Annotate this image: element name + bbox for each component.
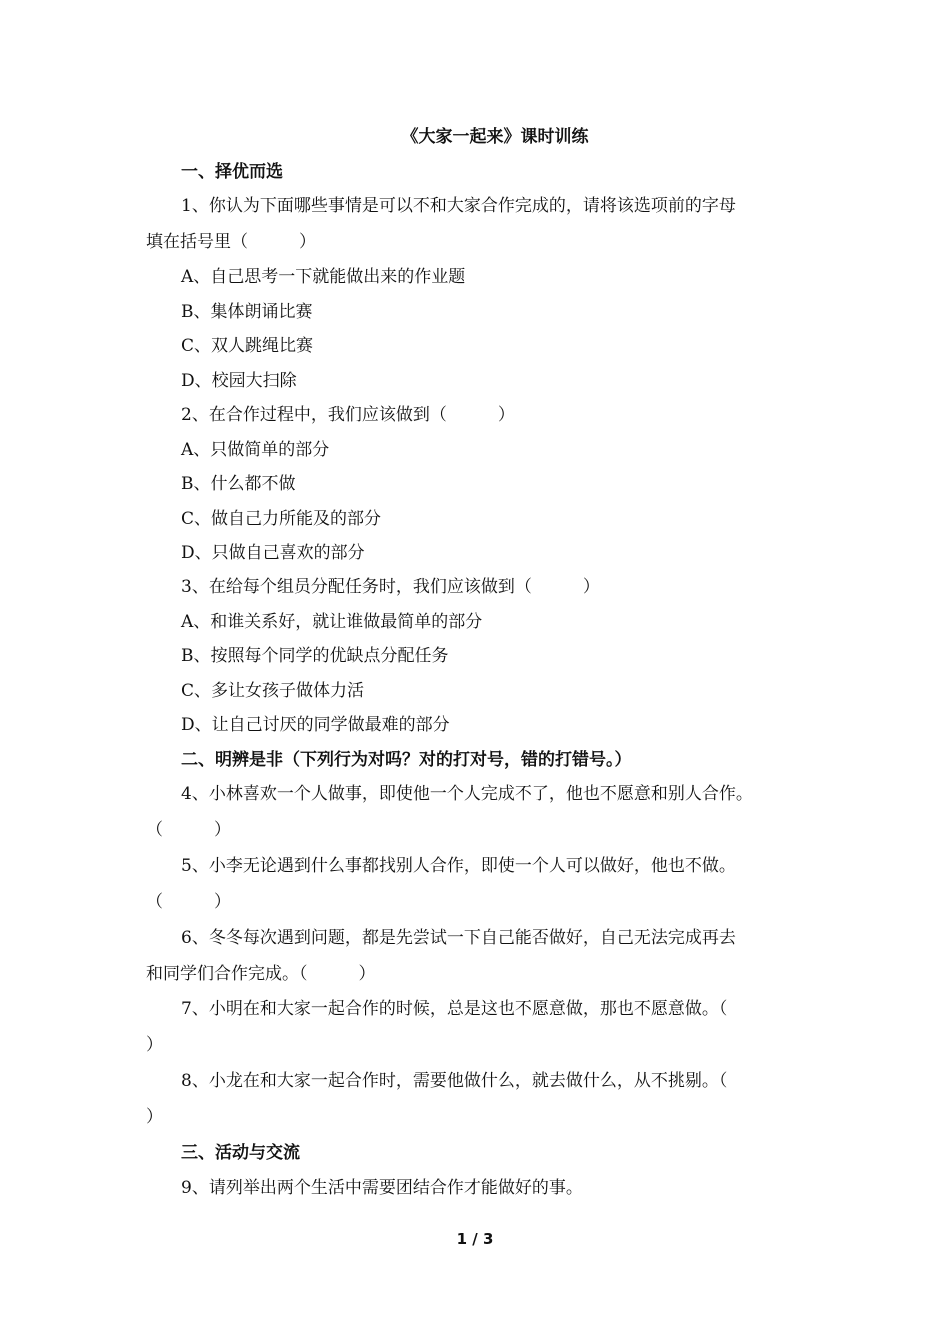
question-2-option-c: C、做自己力所能及的部分 xyxy=(181,509,382,529)
question-1-option-a: A、自己思考一下就能做出来的作业题 xyxy=(181,267,466,287)
question-2-text: 2、在合作过程中，我们应该做到（ ） xyxy=(181,405,515,425)
question-5-line1: 5、小李无论遇到什么事都找别人合作，即使一个人可以做好，他也不做。 xyxy=(181,856,736,876)
section1-heading: 一、择优而选 xyxy=(181,162,283,182)
question-4-line2: （ ） xyxy=(146,820,231,840)
question-3-option-a: A、和谁关系好，就让谁做最简单的部分 xyxy=(181,612,483,632)
question-7-line1: 7、小明在和大家一起合作的时候，总是这也不愿意做，那也不愿意做。（ xyxy=(181,999,728,1019)
question-2-option-d: D、只做自己喜欢的部分 xyxy=(181,543,365,563)
question-3-option-b: B、按照每个同学的优缺点分配任务 xyxy=(181,646,449,666)
question-3-option-c: C、多让女孩子做体力活 xyxy=(181,681,365,701)
question-2-option-b: B、什么都不做 xyxy=(181,474,296,494)
section3-heading: 三、活动与交流 xyxy=(181,1143,300,1163)
question-8-line2: ） xyxy=(146,1107,163,1127)
question-6-line2: 和同学们合作完成。（ ） xyxy=(146,964,376,984)
question-3-text: 3、在给每个组员分配任务时，我们应该做到（ ） xyxy=(181,577,600,597)
question-8-line1: 8、小龙在和大家一起合作时，需要他做什么，就去做什么，从不挑剔。（ xyxy=(181,1071,728,1091)
question-1-option-d: D、校园大扫除 xyxy=(181,371,297,391)
question-9-text: 9、请列举出两个生活中需要团结合作才能做好的事。 xyxy=(181,1178,583,1198)
question-1-option-b: B、集体朗诵比赛 xyxy=(181,302,313,322)
question-1-line2: 填在括号里（ ） xyxy=(146,232,316,252)
question-4-line1: 4、小林喜欢一个人做事，即使他一个人完成不了，他也不愿意和别人合作。 xyxy=(181,784,753,804)
question-6-line1: 6、冬冬每次遇到问题，都是先尝试一下自己能否做好，自己无法完成再去 xyxy=(181,928,736,948)
question-2-option-a: A、只做简单的部分 xyxy=(181,440,330,460)
question-7-line2: ） xyxy=(146,1035,163,1055)
question-5-line2: （ ） xyxy=(146,892,231,912)
question-1-option-c: C、双人跳绳比赛 xyxy=(181,336,314,356)
page-number: 1 / 3 xyxy=(456,1230,494,1248)
section2-heading: 二、明辨是非（下列行为对吗？对的打对号，错的打错号。） xyxy=(181,750,632,770)
question-3-option-d: D、让自己讨厌的同学做最难的部分 xyxy=(181,715,450,735)
document-title: 《大家一起来》课时训练 xyxy=(401,127,589,147)
question-1-line1: 1、你认为下面哪些事情是可以不和大家合作完成的，请将该选项前的字母 xyxy=(181,196,736,216)
